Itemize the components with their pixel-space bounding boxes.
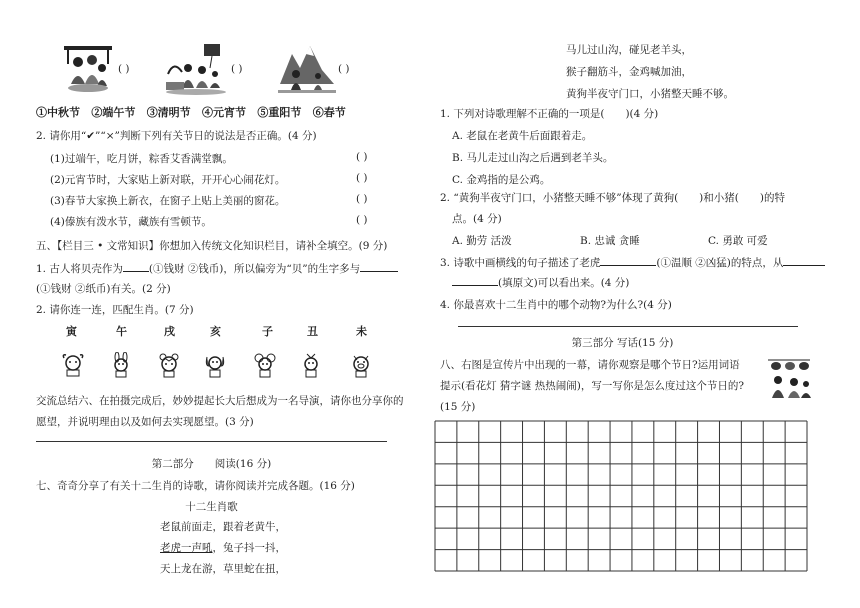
mouse-icon[interactable] — [252, 352, 278, 378]
fill-in-question — [452, 275, 629, 290]
part-title: 第三部分 写话(15 分) — [571, 337, 674, 349]
poem-line: 黄狗半夜守门口，小猪整天睡不够。 — [566, 88, 734, 100]
option[interactable]: B. 忠诚 贪睡 — [580, 235, 640, 247]
judge-answer-blank[interactable]: ( ) — [356, 172, 368, 184]
question-text: (①温顺 ②凶猛)的特点，从 — [656, 257, 784, 269]
festival-option: ⑤重阳节 — [257, 106, 302, 119]
section-text: (15 分) — [440, 401, 476, 413]
option[interactable]: C. 勇敢 可爱 — [708, 235, 768, 247]
option[interactable]: C. 金鸡指的是公鸡。 — [452, 174, 551, 186]
poem-line: 猴子翻筋斗，金鸡喊加油， — [566, 66, 692, 78]
question-text: 3. 诗歌中画横线的句子描述了老虎 — [440, 257, 601, 269]
lantern-festival-picture — [764, 356, 814, 400]
judge-statement: (4)傣族有泼水节，藏族有雪顿节。 — [50, 216, 212, 228]
question-title: 4. 你最喜欢十二生肖中的哪个动物?为什么?(4 分) — [440, 299, 672, 311]
part-title: 第二部分 阅读(16 分) — [151, 458, 272, 470]
judge-answer-blank[interactable]: ( ) — [356, 193, 368, 205]
answer-blank[interactable] — [452, 285, 498, 286]
option[interactable]: A. 勤劳 活泼 — [452, 235, 512, 247]
tiger-icon[interactable] — [156, 352, 182, 378]
poem-text: ，兔子抖一抖， — [212, 542, 286, 554]
section-text: 交流总结六、在拍摄完成后，妙妙提起长大后想成为一名导演，请你也分享你的 — [36, 395, 404, 407]
zodiac-branch: 丑 — [307, 325, 318, 338]
festival-option: ⑥春节 — [312, 106, 346, 119]
question-text: (①钱财 ②纸币)有关。(2 分) — [36, 283, 171, 295]
festival-option: ③清明节 — [146, 106, 191, 119]
zodiac-branch: 戌 — [164, 325, 175, 338]
question-text: (填原文)可以看出来。(4 分) — [498, 277, 630, 289]
judge-statement: (2)元宵节时，大家贴上新对联，开开心心闹花灯。 — [50, 174, 286, 186]
poem-line: 老鼠前面走，跟着老黄牛， — [160, 521, 286, 533]
answer-blank[interactable] — [360, 271, 398, 272]
answer-blank[interactable] — [783, 265, 825, 266]
section-title: 五、【栏目三 • 文常知识】你想加入传统文化知识栏目，请补全填空。(9 分) — [36, 240, 388, 252]
festival-answer-blank[interactable]: ( ) — [118, 63, 130, 75]
poem-line: 天上龙在游，草里蛇在扭， — [160, 563, 286, 575]
zodiac-branch: 亥 — [210, 325, 221, 338]
dog-icon[interactable] — [202, 352, 228, 378]
festival-answer-blank[interactable]: ( ) — [231, 63, 243, 75]
judge-statement: (1)过端午，吃月饼，粽香艾香满堂飘。 — [50, 153, 233, 165]
answer-line[interactable] — [458, 326, 798, 327]
question-title: 2. 请你连一连，匹配生肖。(7 分) — [36, 304, 194, 316]
festival-options — [36, 104, 354, 120]
section-title: 八、右图是宣传片中出现的一幕，请你观察是哪个节日?运用词语 — [440, 359, 740, 371]
section-text: 提示(看花灯 猜字谜 热热闹闹)，写一写你是怎么度过这个节日的? — [440, 380, 744, 392]
option[interactable]: A. 老鼠在老黄牛后面跟着走。 — [452, 130, 593, 142]
question-text: (①钱财 ②钱币)，所以偏旁为“贝”的生字多与 — [148, 263, 361, 275]
zodiac-branch: 子 — [262, 325, 273, 338]
double-ninth-picture — [278, 40, 336, 94]
poem-line: 马儿过山沟，碰见老羊头， — [566, 44, 692, 56]
answer-blank[interactable] — [123, 271, 149, 272]
question-text: 点。(4 分) — [452, 213, 502, 225]
question-title: 2. “黄狗半夜守门口，小猪整天睡不够”体现了黄狗( )和小猪( )的特 — [440, 192, 785, 204]
festival-option: ①中秋节 — [36, 106, 80, 119]
zodiac-branch: 寅 — [66, 325, 77, 338]
festival-option: ④元宵节 — [202, 106, 247, 119]
zodiac-branch: 未 — [356, 325, 367, 338]
rabbit-icon[interactable] — [108, 352, 134, 378]
festival-option: ②端午节 — [91, 106, 136, 119]
fill-in-question — [440, 255, 825, 270]
question-text: 1. 古人将贝壳作为 — [36, 263, 123, 275]
judge-answer-blank[interactable]: ( ) — [356, 214, 368, 226]
question-title: 1. 下列对诗歌理解不正确的一项是( )(4 分) — [440, 108, 659, 120]
mid-autumn-family-picture — [62, 42, 114, 94]
horse-icon[interactable] — [298, 352, 324, 378]
judge-answer-blank[interactable]: ( ) — [356, 151, 368, 163]
section-title: 七、奇奇分享了有关十二生肖的诗歌，请你阅读并完成各题。(16 分) — [36, 480, 355, 492]
dragon-boat-picture — [162, 42, 228, 96]
fill-in-question — [36, 261, 398, 276]
question-title: 2. 请你用“✔”“×”判断下列有关节日的说法是否正确。(4 分) — [36, 130, 317, 142]
poem-line — [160, 540, 286, 555]
answer-blank[interactable] — [600, 265, 656, 266]
answer-line[interactable] — [36, 441, 387, 442]
underlined-sentence: 老虎一声吼 — [160, 542, 213, 554]
section-text: 愿望，并说明理由以及如何去实现愿望。(3 分) — [36, 416, 254, 428]
festival-answer-blank[interactable]: ( ) — [338, 63, 350, 75]
poem-title: 十二生肖歌 — [185, 501, 238, 513]
judge-statement: (3)春节大家换上新衣，在窗子上贴上美丽的窗花。 — [50, 195, 286, 207]
zodiac-branch: 午 — [116, 325, 127, 338]
option[interactable]: B. 马儿走过山沟之后遇到老羊头。 — [452, 152, 614, 164]
writing-grid[interactable] — [434, 420, 808, 572]
ox-icon[interactable] — [60, 352, 86, 378]
pig-icon[interactable] — [348, 352, 374, 378]
